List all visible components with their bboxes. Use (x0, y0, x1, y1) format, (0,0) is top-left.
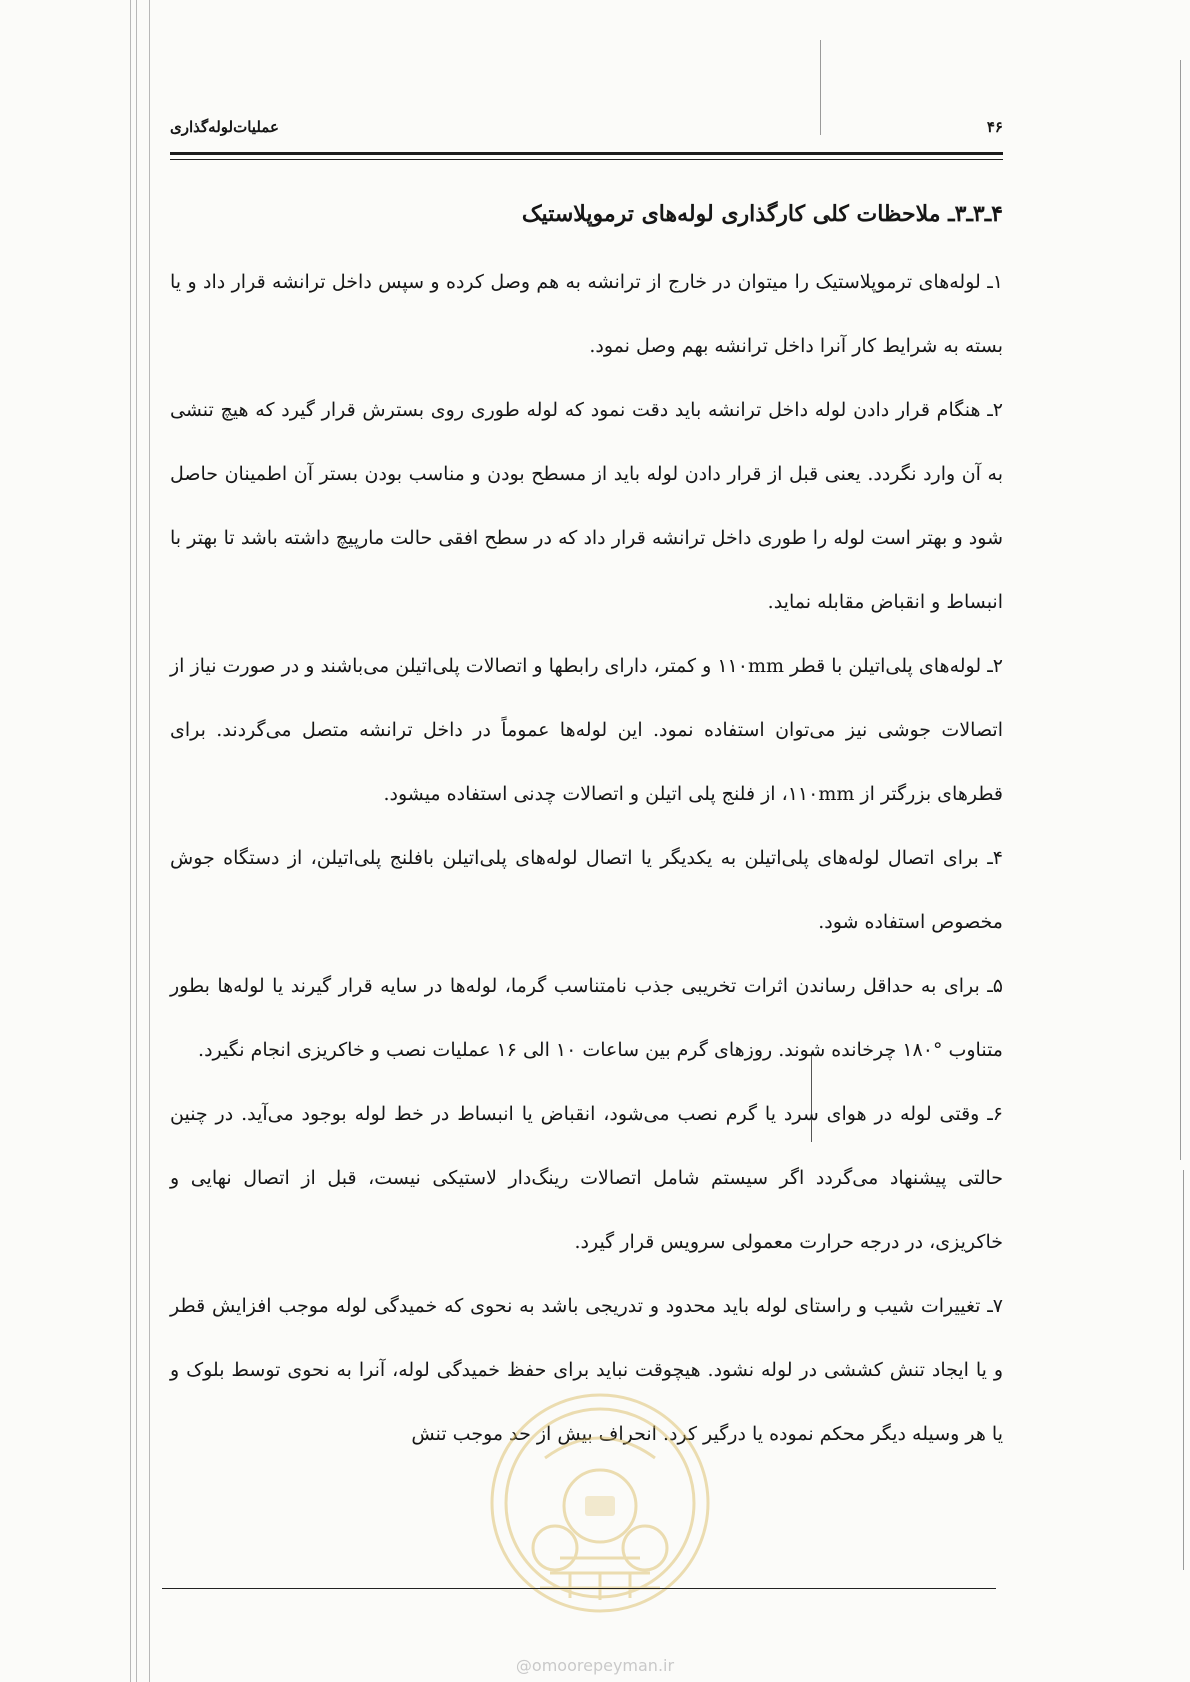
watermark (0, 1656, 1190, 1675)
scan-edge-right (1180, 60, 1181, 1160)
scan-edge-left (130, 0, 131, 1682)
paragraph-2: ۲ـ هنگام قرار دادن لوله داخل ترانشه باید دقت نمود که لوله طوری روی بسترش قرار گیرد که هیچ تنشی به آن وارد نگردد. یعنی قبل از قرار دادن لوله باید از مسطح بودن و مناسب بودن بستر آن اطمینان حاصل شود و بهتر است لوله را طوری داخل ترانشه قرار داد که در سطح افقی حالت مارپیچ داشته باشد تا بهتر با انبساط و انقباض مقابله نماید. (170, 399, 1003, 613)
section-heading: ۴ـ۳ـ۳ـ ملاحظات کلی کارگذاری لوله‌های ترموپلاستیک (521, 201, 1003, 227)
paragraph-5: ۵ـ برای به حداقل رساندن اثرات تخریبی جذب نامتناسب گرما، لوله‌ها در سایه قرار گیرند یا لوله‌ها بطور متناوب °۱۸۰ چرخانده شوند. روزهای گرم بین ساعات ۱۰ الی ۱۶ عملیات نصب و خاکریزی انجام نگیرد. (170, 975, 1003, 1061)
scan-edge-right (1183, 1170, 1184, 1570)
footer-rule (162, 1588, 996, 1589)
main-content (170, 190, 1003, 1466)
watermark-text: omoorepeyman.ir (531, 1656, 675, 1675)
scan-edge-left (149, 0, 150, 1682)
stamp-logo (485, 1388, 715, 1618)
page-number: ۴۶ (986, 118, 1003, 136)
page-header (170, 112, 1003, 144)
paragraph-1: ۱ـ لوله‌های ترموپلاستیک را میتوان در خارج از ترانشه به هم وصل کرده و سپس داخل ترانشه قرار داد و یا بسته به شرایط کار آنرا داخل ترانشه بهم وصل نمود. (170, 271, 1003, 357)
paragraph-3: ۲ـ لوله‌های پلی‌اتیلن با قطر ۱۱۰mm و کمتر، دارای رابطها و اتصالات پلی‌اتیلن می‌باشند و در صورت نیاز از اتصالات جوشی نیز می‌توان استفاده نمود. این لوله‌ها عموماً در داخل ترانشه متصل می‌گردند. برای قطرهای بزرگتر از ۱۱۰mm، از فلنج پلی اتیلن و اتصالات چدنی استفاده میشود. (170, 655, 1003, 805)
paragraph-4: ۴ـ برای اتصال لوله‌های پلی‌اتیلن به یکدیگر یا اتصال لوله‌های پلی‌اتیلن بافلنج پلی‌اتیلن، از دستگاه جوش مخصوص استفاده شود. (170, 847, 1003, 933)
running-title: عملیات‌لوله‌گذاری (170, 118, 279, 136)
scan-edge-left (136, 0, 137, 1682)
paragraph-6: ۶ـ وقتی لوله در هوای سرد یا گرم نصب می‌شود، انقباض یا انبساط در خط لوله بوجود می‌آید. در چنین حالتی پیشنهاد می‌گردد اگر سیستم شامل اتصالات رینگ‌دار لاستیکی نیست، قبل از اتصال نهایی و خاکریزی، در درجه حرارت معمولی سرویس قرار گیرد. (170, 1103, 1003, 1253)
header-rule-thin (170, 159, 1003, 160)
paragraph-7: ۷ـ تغییرات شیب و راستای لوله باید محدود و تدریجی باشد به نحوی که خمیدگی لوله موجب افزایش قطر و یا ایجاد تنش کششی در لوله نشود. هیچوقت نباید برای حفظ خمیدگی لوله، آنرا به نحوی توسط بلوک و یا هر وسیله دیگر محکم نموده یا درگیر کرد. انحراف بیش از حد موجب تنش (170, 1295, 1003, 1445)
header-rule-thick (170, 152, 1003, 155)
watermark-icon: @ (515, 1656, 532, 1675)
